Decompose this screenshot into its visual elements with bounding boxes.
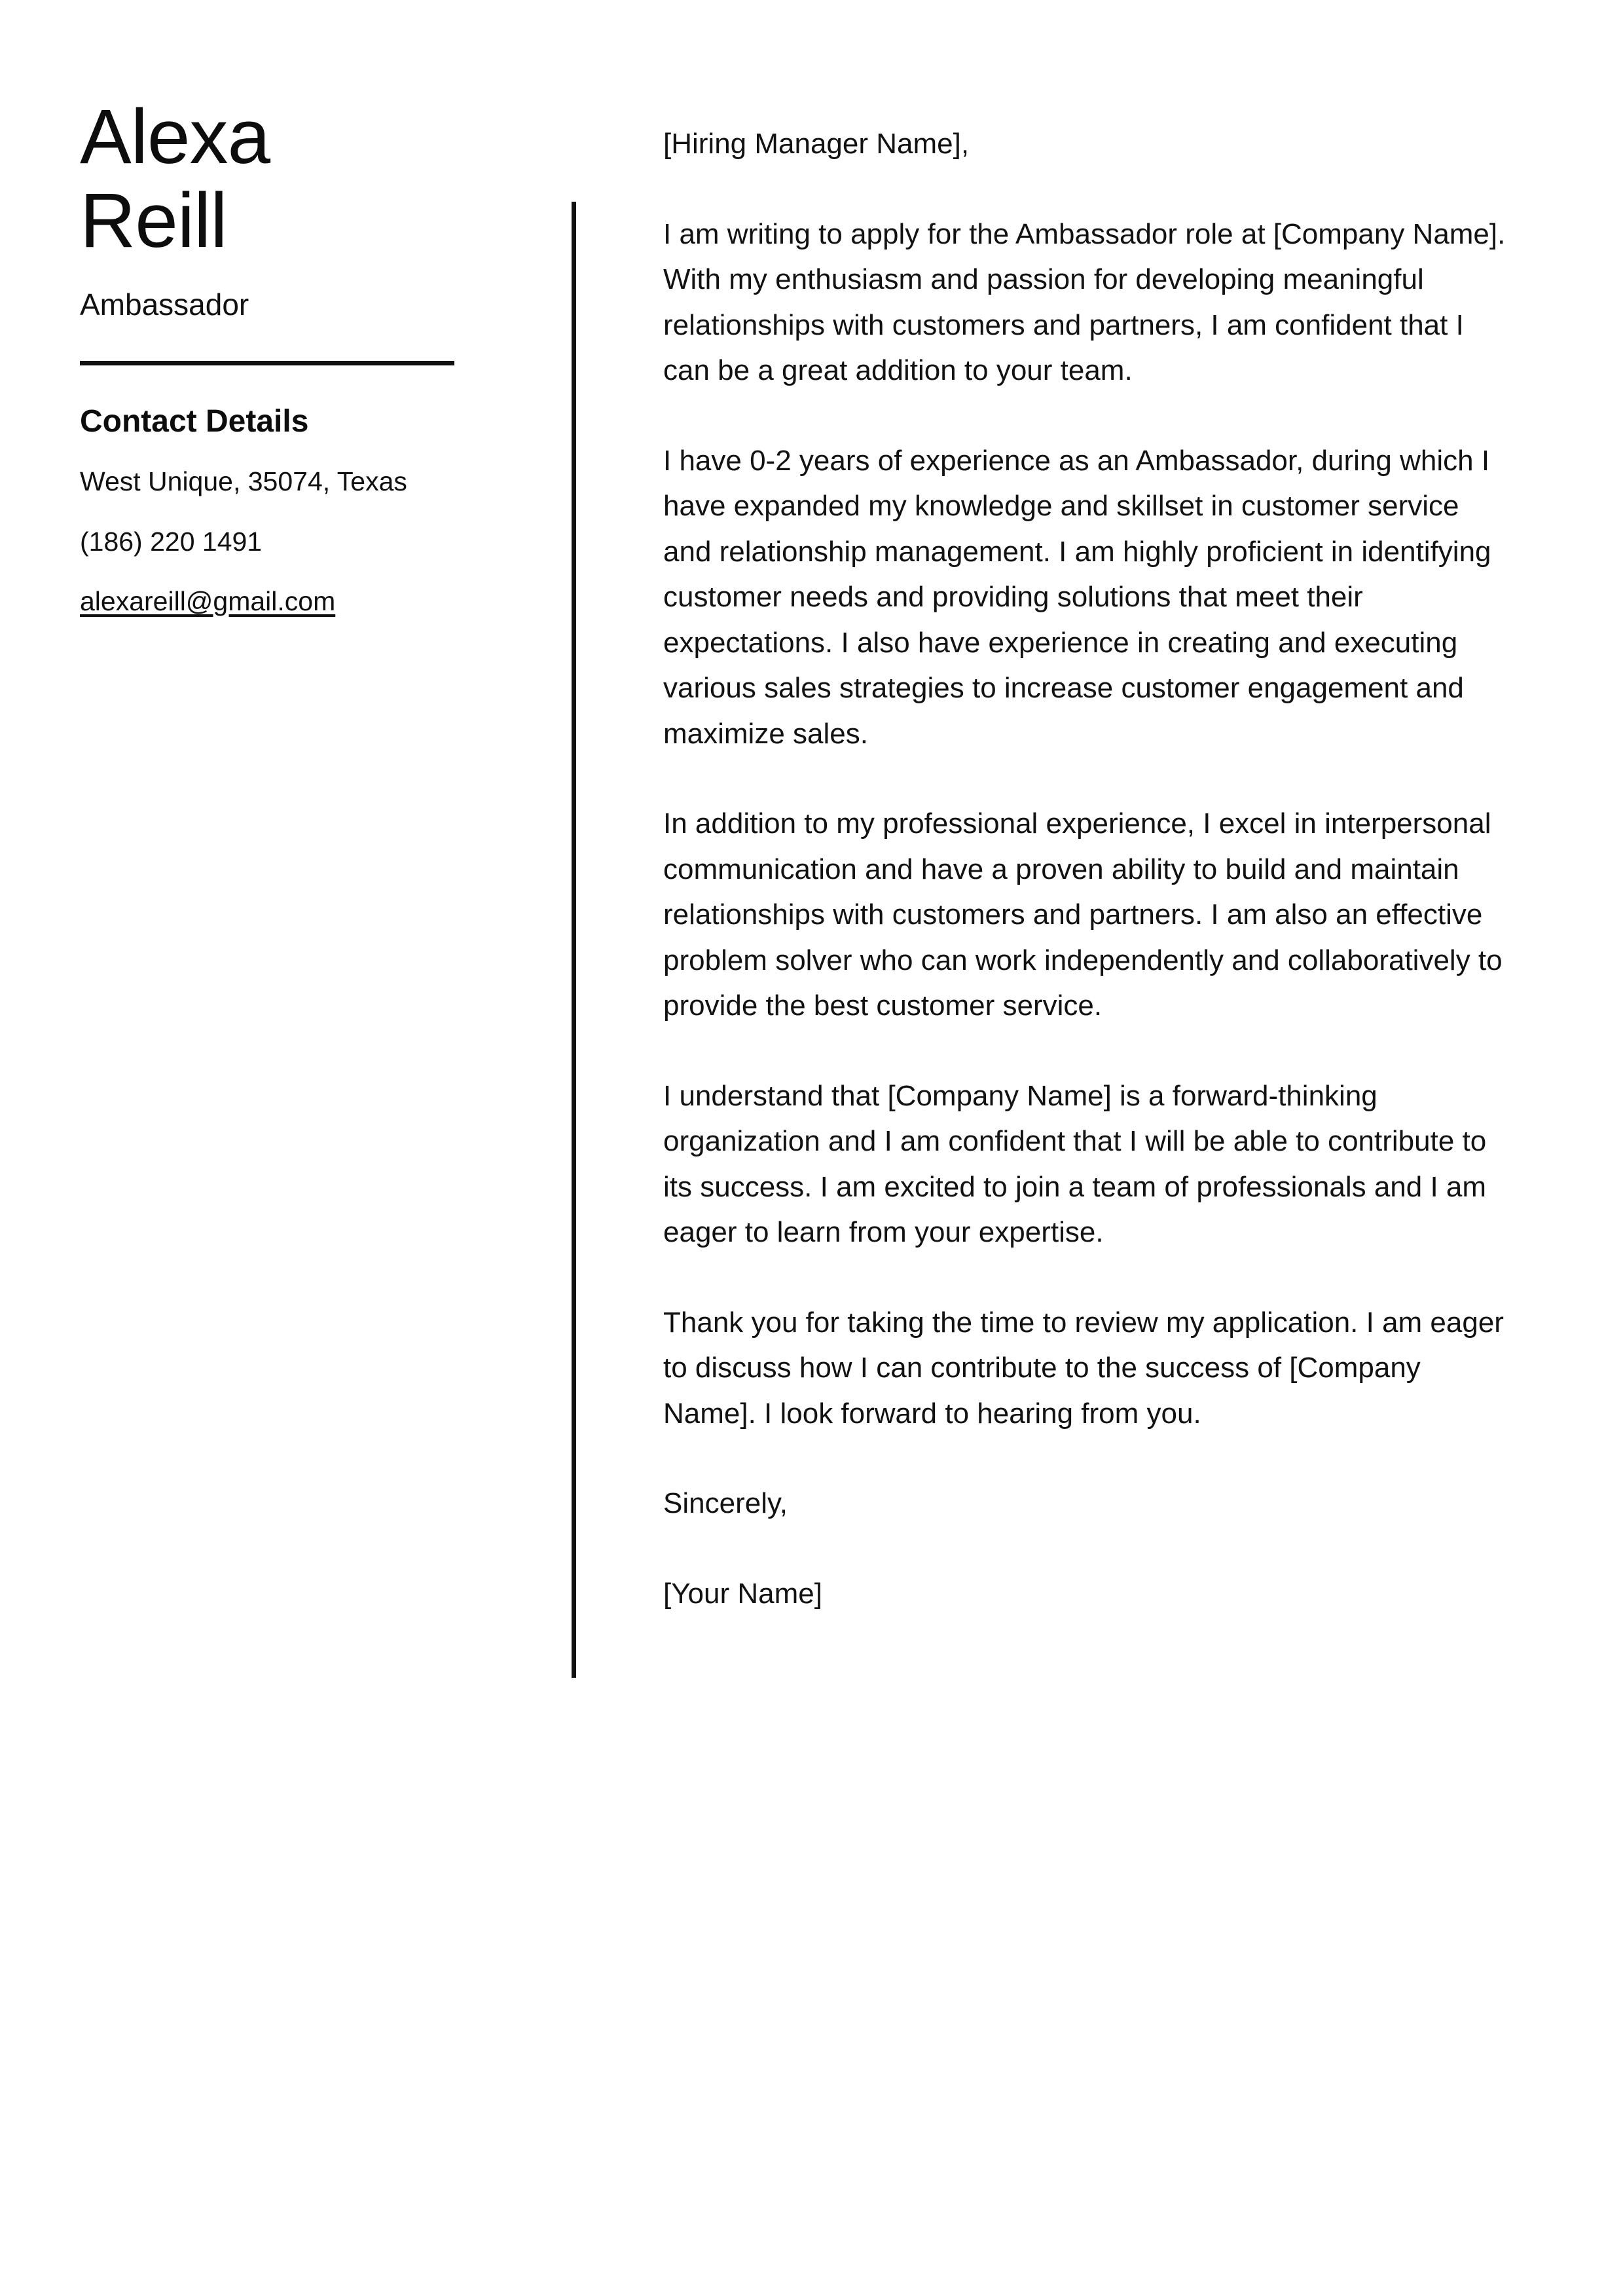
letter-paragraph-4: I understand that [Company Name] is a forward-thinking organization and I am confident that I will be able to contribute to its success. I am excited to join a team of professionals and I am eager to learn from your expertise. [663, 1079, 1487, 1249]
applicant-first-name: Alexa [80, 94, 270, 180]
contact-address: West Unique, 35074, Texas [80, 466, 407, 497]
letter-paragraph-1: I am writing to apply for the Ambassador role at [Company Name]. With my enthusiasm and passion for developing meaningful relationships with customers and partners, I am confident that I can be a great addition to your team. [663, 217, 1506, 387]
letter-paragraph-5: Thank you for taking the time to review my application. I am eager to discuss how I can contribute to the success of [Company Name]. I look forward to hearing from you. [663, 1306, 1504, 1430]
letter-paragraph-3: In addition to my professional experience, I excel in interpersonal communication and have a proven ability to build and maintain relationships with customers and partners. I am also an effective problem solver who can work independently and collaboratively to provide the best customer service. [663, 807, 1503, 1022]
applicant-name [80, 94, 473, 264]
letter-closing: Sincerely, [663, 1487, 788, 1520]
contact-details-list [80, 466, 473, 616]
vertical-divider [572, 202, 576, 1678]
applicant-last-name: Reill [80, 177, 227, 264]
contact-phone: (186) 220 1491 [80, 526, 263, 557]
letter-body [663, 121, 1508, 1616]
letter-salutation: [Hiring Manager Name], [663, 128, 970, 160]
applicant-job-title: Ambassador [80, 287, 249, 322]
contact-details-heading: Contact Details [80, 403, 309, 439]
contact-email-link[interactable]: alexareill@gmail.com [80, 585, 336, 616]
letter-signature: [Your Name] [663, 1577, 822, 1610]
sidebar-divider-rule [80, 361, 454, 365]
sidebar [80, 94, 473, 646]
letter-paragraph-2: I have 0-2 years of experience as an Ambassador, during which I have expanded my knowledge and skillset in customer service and relationship management. I am highly proficient in identifying customer needs and providing solutions that meet their expectations. I also have experience in creating and executing various sales strategies to increase customer engagement and maximize sales. [663, 444, 1491, 750]
